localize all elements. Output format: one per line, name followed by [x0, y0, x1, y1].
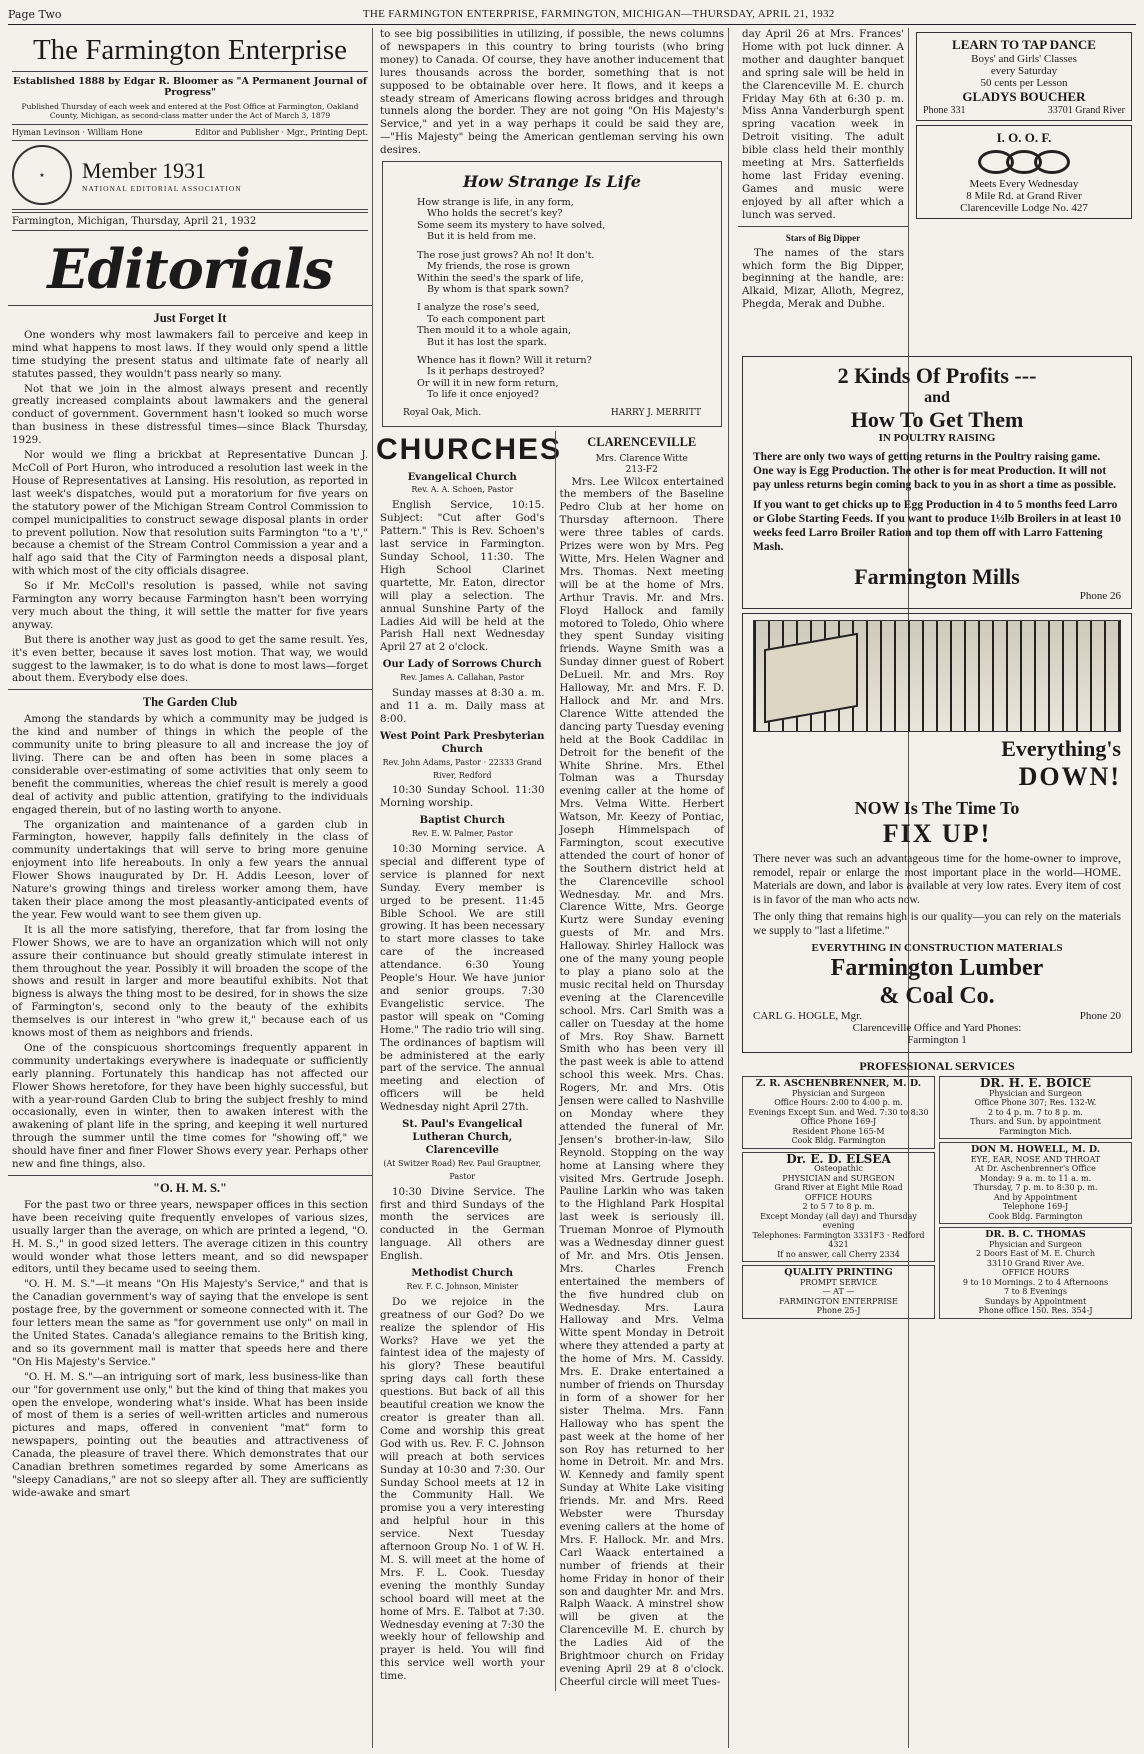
ad-line: 50 cents per Lesson [980, 77, 1068, 89]
member-badge [82, 158, 242, 193]
card-line: Cook Bldg. Farmington [988, 1211, 1083, 1221]
ad-firm: Farmington Mills [854, 564, 1020, 589]
tap-dance-ad [916, 32, 1132, 121]
paragraph: So if Mr. McColl's resolution is passed, while not saving Farmington any worry because Farmington hasn't been worrying very much about the thing, it will settle the matter for five years anyway. [12, 580, 368, 631]
verse-line: I analyze the rose's seed, [417, 302, 540, 314]
paragraph: Among the standards by which a community may be judged is the kind and number of things in which the people of the community unite to bring pleasure to all and increase the joy of living. There can be and often has been in some places a considerable over-estimating of some activities that only seem to benefit the communities, whereas the chief result is merely a good deal of activity and public attention, gratifying to the individuals engaged therein, but of no lasting worth to anyone. [12, 713, 368, 816]
wide-ads [738, 352, 1136, 1322]
professional-card [939, 1142, 1132, 1224]
clarenceville-news [560, 476, 725, 1689]
ad-body: There are only two ways of getting returns in the Poultry raising game. One way is Egg Production. The other is for meat Production. It will not pay unless returns begin coming back to you in as short a time as possible. [753, 451, 1117, 491]
card-line: Physician and Surgeon [988, 1088, 1083, 1098]
card-line: Telephone 169-J [1002, 1202, 1069, 1211]
poem-place: Royal Oak, Mich. [403, 407, 482, 418]
church-notice: Do we rejoice in the greatness of our God? Do we realize the splendor of His Works? Have we yet the faintest idea of the majesty of his glory? These beautiful spring days call forth these questions. But back of all this beautiful creation we know the creator is greater than all. Come and worship this great God with us. Rev. F. C. Johnson will preach at both services Sunday at 10:30 and 7:30. Our Sunday School meets at 12 in the Community Hall. We promise you a very interesting and helpful hour in this service. Next Tuesday afternoon Group No. 1 of W. H. M. S. will meet at the home of Mrs. F. L. Cook. Tuesday evening the monthly Sunday school board will meet at the home of Mrs. E. Talbot at 7:30. Wednesday evening at 7:30 the weekly hour of fellowship and prayer is held. You will find this service well worth your time. [380, 1295, 545, 1683]
card-line: Physician and Surgeon [791, 1088, 886, 1098]
church-name: Our Lady of Sorrows Church [382, 659, 542, 671]
card-line: Office Phone 307; Res. 132-W. [974, 1098, 1097, 1107]
column-2 [376, 28, 729, 1748]
church-pastor: Rev. A. A. Schoen, Pastor [411, 485, 514, 495]
ad-contact [923, 105, 1125, 116]
paragraph: to see big possibilities in utilizing, if possible, the news columns of newspapers in this country to bring tourists (who bring money) to Canada. Of course, they have another inducement that lures thousands across the border, something that is not supposed to be obtainable over here. It flows, and it keeps a steady stream of Americans flowing across bridges and through tunnels along the border. They are not going "On His Majesty's Service," and yet in a way perhaps it could be said they are,—"His Majesty" being the American gentleman serving his own desires. [380, 28, 724, 157]
editorial-title: "O. H. M. S." [153, 1181, 227, 1195]
church-name: Methodist Church [411, 1268, 514, 1280]
church-notice: 10:30 Divine Service. The first and third Sundays of the month the services are conducted in the German language. All others are English. [380, 1185, 545, 1263]
running-title: THE FARMINGTON ENTERPRISE, FARMINGTON, MICHIGAN—THURSDAY, APRIL 21, 1932 [362, 8, 835, 20]
card-line: Evenings Except Sun. and Wed. 7:30 to 8:30 [748, 1107, 929, 1117]
card-line: Monday: 9 a. m. to 11 a. m. [979, 1173, 1092, 1183]
card-line: PROMPT SERVICE [799, 1277, 878, 1287]
verse-line: Some seem its mystery to have solved, [417, 219, 606, 231]
ad-manager: CARL G. HOGLE, Mgr. [753, 1010, 862, 1022]
card-line: And by Appointment [993, 1192, 1078, 1202]
card-line: Cook Bldg. Farmington [791, 1136, 886, 1145]
card-name: DON M. HOWELL, M. D. [970, 1144, 1101, 1155]
professional-services-title: PROFESSIONAL SERVICES [859, 1059, 1015, 1073]
verse-line: But it has lost the spark. [427, 336, 547, 348]
stanza [417, 197, 713, 243]
clarenceville-byline: Mrs. Clarence Witte [595, 453, 688, 464]
card-line: PHYSICIAN and SURGEON [782, 1173, 895, 1183]
poem-credit [391, 408, 713, 418]
church-notice: English Service, 10:15. Subject: "Cut after God's Pattern." This is Rev. Schoen's last service in Farmington. Sunday School, 11:30. The High School Clarinet quartette, Mr. Eaton, director will play a selection. The annual Sunshine Party of the Ladies Aid will be held at the Parish Hall next Wednesday April 27 at 2 o'clock. [380, 499, 545, 654]
card-line: Office Phone 169-J [800, 1117, 877, 1126]
clarenceville-phone: 213-F2 [625, 464, 658, 475]
poem-title: How Strange Is Life [463, 172, 641, 192]
card-line: 7 to 8 Evenings [1003, 1287, 1068, 1296]
ad-line: every Saturday [990, 65, 1058, 77]
ad-headline: How To Get Them [850, 407, 1024, 432]
card-line: Grand River at Eight Mile Road [774, 1183, 903, 1192]
ad-headline: DOWN! [1018, 762, 1121, 791]
ad-body: If you want to get chicks up to Egg Production in 4 to 5 months feed Larro or Globe Starting Feeds. If you want to produce 1½lb Broilers in at least 10 weeks feed Larro Broiler Ration and top them off with Larro Fattening Mash. [753, 499, 1121, 553]
verse-line: To life it once enjoyed? [427, 389, 539, 401]
church-pastor: Rev. F. C. Johnson, Minister [406, 1281, 519, 1291]
paragraph: The organization and maintenance of a garden club in Farmington, however, happily falls definitely in the class of community undertakings that will serve to bring more genuine enjoyment into life hereabouts. In only a few years the annual Flower Shows inaugurated by Dr. H. Addis Leeson, lover of Nature's growing things and tireless worker among them, have taken their place among the most pleasantly-anticipated events of the year. Few would want to see them given up. [12, 818, 368, 921]
paragraph: "O. H. M. S."—an intriguing sort of mark, less business-like than our "for government use only," but the kind of thing that makes you open the envelope, wondering what's inside. What has been inside of most of them is a series of well-written articles and numerous pictures and maps, offered in convenient "mat" form to newspapers, pointing out the beauties and attractiveness of Canada, the pleasure of travel there. Which demonstrates that our Canadian brethren sometimes regarded by some Americans as "sleepy Canadians," are not so sleepy after all. They are sufficiently wide-awake and smart [12, 1370, 368, 1499]
ad-subhead: IN POULTRY RAISING [878, 432, 996, 444]
churches-banner: CHURCHES [376, 432, 563, 466]
professional-card [939, 1076, 1132, 1139]
paper-name: The Farmington Enterprise [12, 28, 368, 72]
card-name: DR. B. C. THOMAS [985, 1229, 1086, 1240]
card-line: EYE, EAR, NOSE AND THROAT [970, 1154, 1101, 1164]
ad-name: GLADYS BOUCHER [962, 89, 1086, 104]
card-line: Thurs. and Sun. by appointment [970, 1117, 1101, 1126]
verse-line: The rose just grows? Ah no! It don't. [417, 249, 595, 261]
editorials-banner: Editorials [47, 237, 333, 301]
lumber-ad [742, 613, 1132, 1053]
dipper-text [742, 247, 904, 312]
verse-line: By whom is that spark sown? [427, 283, 569, 295]
ad-office: Clarenceville Office and Yard Phones: [852, 1022, 1022, 1034]
card-line: 33110 Grand River Ave. [986, 1258, 1085, 1268]
ad-body: There never was such an advantageous time for the home-owner to improve, remodel, repair or enlarge the most important place in the world—HOME. Materials are down, and labor is available at very low rates. Every item of cost is in favor of the man who acts now. [753, 853, 1121, 906]
dipper-title: Stars of Big Dipper [785, 232, 861, 243]
three-links-icon [923, 150, 1125, 174]
verse-line: But it is held from me. [427, 231, 537, 243]
church-name: West Point Park Presbyterian Church [380, 730, 545, 755]
card-line: Resident Phone 165-M [792, 1126, 885, 1136]
clarenceville-section [555, 431, 729, 1691]
card-line: Physician and Surgeon [988, 1239, 1083, 1249]
card-line: Telephones: Farmington 3331F3 · Redford 4321 [752, 1230, 925, 1249]
paragraph: The names of the stars which form the Big Dipper, beginning at the handle, are: Alkaid, Mizar, Alioth, Megrez, Phegda, Merak and Dubhe. [742, 246, 904, 311]
ad-subhead: NOW Is The Time To [854, 798, 1020, 818]
church-listings [380, 472, 545, 1683]
paragraph: Mrs. Lee Wilcox entertained the members of the Baseline Pedro Club at her home on Thursday afternoon. There were three tables of cards. Prizes were won by Mrs. Peg Witte, Mrs. Helen Wagner and Mrs. Thomas. Next meeting will be at the home of Mrs. Arthur Travis. Mr. and Mrs. Floyd Hallock and family motored to Toledo, Ohio where they spent Sunday visiting friends. Wayne Smith was a Sunday dinner guest of Robert DeLueil. Mr. and Mrs. Roy Halloway, Mr. and Mrs. F. D. Hallock and Mr. and Mrs. Clarence Witte attended the dancing party Tuesday evening held at the Book Caddilac in Detroit for the benefit of the White Shrine. Mrs. Ethel Tolman was a Thursday evening caller at the home of Mrs. Velma Witte. Herbert Watson, Mr. Keezy of Pontiac, Joseph Himmelspach of Farmington, scout executive attended the court of honor of the Southern district held at the Clarenceville school Wednesday. Mr. and Mrs. Clarence Witte, Mrs. George Kurtz were Sunday evening guests of Mr. and Mrs. Halloway. Shirley Hallock was one of the many young people to play a piano solo at the music recital held on Thursday evening at the Clarenceville school. Mrs. Carl Smith was a caller on Tuesday at the home of Mrs. Roy Shaw. Barnett Smith who has been very ill the past week is able to attend school this week. Mrs. Chas. Rogers, Mr. and Mrs. Otis Jensen were called to Nashville on Monday where they attended the funeral of Mr. Jensen's brother-in-law, Silo Reynold. Stopping on the way home at Lansing where they visited Mrs. Gertrude Joseph. Pauline Larkin who was taken to the Highland Park Hospital last week is seriously ill. Trueman Monroe of Plymouth was a Wednesday dinner guest of Mr. and Mrs. Otis Jensen. Mrs. Charles French entertained the members of the five hundred club on Wednesday. Mrs. Laura Halloway and Mrs. Velma Witte spent Monday in Detroit where they attended a party at the home of Mrs. M. Cassidy. Mrs. E. Drake entertained a number of friends on Thursday in form of a shower for her sister Thelma. Mrs. Fann Halloway who has spent the past week at the home of her son Roy has returned to her home in Detroit. Mr. and Mrs. W. Kennedy and family spent Sunday at White Lake visiting friends. Mr. and Mrs. Reed Webster were Thursday evening callers at the home of Mrs. F. Hallock. Mr. and Mrs. Carl Waack entertained a number of friends at their home Friday in honor of their son and daughter Mr. and Mrs. Ralph Waack. A minstrel show will be given at the Clarenceville M. E. church by the Ladies Aid of the Brightmoor church on Friday evening April 29 at 8 o'clock. Cheerful circle will meet Tues- [559, 475, 724, 1688]
verse-line: How strange is life, in any form, [417, 197, 574, 209]
professional-card [742, 1265, 935, 1319]
michigan-press-seal-icon: ★ [12, 145, 72, 205]
paragraph: Nor would we fling a brickbat at Representative Duncan J. McColl of Port Huron, who introduced a resolution last week in the House of Representatives at Lansing. His resolution, as reported in last week's dispatches, would put a moratorium for five years on the statutory power of the Michigan Stream Control Commission to compel municipalities to construct sewage disposal plants in order to prevent pollution. Now that resolution suits Farmington "to a 't'," because a chemist of the Stream Control Commission a year and a half ago said that the City of Farmington needs a disposal plant, with which most of the city officials disagree. [12, 449, 368, 578]
established-line: Established 1888 by Edgar R. Bloomer as "A Permanent Journal of Progress" [13, 76, 367, 98]
professional-card [742, 1152, 935, 1263]
editorial-title: Just Forget It [153, 311, 227, 325]
editorial-continuation [380, 28, 724, 157]
stanza [417, 250, 713, 296]
ad-body: The only thing that remains high is our quality—you can rely on the materials we supply to "last a lifetime." [753, 911, 1121, 937]
card-line: If no answer, call Cherry 2334 [777, 1249, 900, 1259]
church-pastor: (At Switzer Road) Rev. Paul Grauptner, Pastor [383, 1158, 542, 1181]
card-line: Farmington Mich. [999, 1126, 1072, 1136]
church-notice: 10:30 Sunday School. 11:30 Morning worship. [380, 784, 545, 810]
verse-line: Is it perhaps destroyed? [427, 366, 545, 378]
ad-line: Meets Every Wednesday [969, 178, 1079, 190]
masthead [12, 28, 368, 210]
card-line: 2 to 4 p. m. 7 to 8 p. m. [988, 1107, 1083, 1117]
poem-body [391, 197, 713, 401]
editorial-title: The Garden Club [142, 695, 238, 710]
churches-and-clarenceville [376, 431, 728, 1691]
stanza [417, 302, 713, 348]
paragraph: But there is another way just as good to get the same result. Yes, it's even better, because it saves lost motion. That way, we would suggest to the lawmaker, is to do what is done to most laws—forget about them. Everybody else does. [12, 633, 368, 685]
paragraph: For the past two or three years, newspaper offices in this section have been receiving quite frequently envelopes of various sizes, usually larger than the average, on which are printed a legend, "O. H. M. S.," in good sized letters. The average citizen in this country would wonder what those letters meant, and so did newspaper editors, until they became used to seeing them. [12, 1198, 368, 1276]
ad-line: Boys' and Girls' Classes [971, 53, 1077, 65]
ad-headline: 2 Kinds Of Profits --- [837, 363, 1037, 388]
card-line: Osteopathic [814, 1164, 863, 1173]
card-name: QUALITY PRINTING [784, 1267, 893, 1278]
paragraph: "O. H. M. S."—it means "On His Majesty's Service," and that is the Canadian government's way of saying that the envelope is sent postage free, by the government or someone connected with it. The four letters mean the same as "for government use only" on mail in the United States. Canada's allegiance remains to the British king, and so its government mail is matter that speeds here and there "On His Majesty's Service." [12, 1278, 368, 1368]
verse-line: My friends, the rose is grown [427, 261, 571, 273]
verse-line: Then mould it to a whole again, [417, 325, 572, 337]
carpenter-illustration-icon [753, 620, 1121, 732]
column-1 [8, 28, 373, 1748]
professional-card [742, 1076, 935, 1149]
staff-names: Hyman Levinson · William Hone [12, 128, 143, 137]
ad-headline: Everything's [1001, 736, 1121, 761]
professional-cards [742, 1076, 1132, 1322]
staff-line [12, 124, 368, 140]
verse-line: To each component part [427, 313, 545, 325]
card-name: Dr. E. D. ELSEA [786, 1151, 891, 1166]
editorial-1 [12, 312, 368, 685]
ad-caps: EVERYTHING IN CONSTRUCTION MATERIALS [811, 942, 1063, 954]
church-notice: 10:30 Morning service. A special and different type of service is planned for next Sunday. Every member is urged to be present. 11:45 Bible School. We are still growing. It has been necessary to start more classes to take care of the increased attendance. 6:30 Young People's Hour. We have junior and senior groups. 7:30 Evangelistic service. The pastor will speak on "Coming Home." The radio trio will sing. The ordinances of baptism will be administered at the early part of the service. The annual meeting and election of officers will be held Wednesday night April 27th. [380, 843, 545, 1114]
ad-manager-row [753, 1010, 1121, 1022]
paragraph: It is all the more satisfying, therefore, that far from losing the Flower Shows, we are to have an organization which will not only assure their continuance but should greatly stimulate interest in them throughout the year. Possibly it will broaden the scope of the shows and result in larger and more beautiful exhibits. Not that bigness is always the thing most to be desired, for in shows the size of Farmington's, second only to the beauty of the exhibits themselves is our interest in "who grew it," because each of us knows most of them as neighbors and friends. [12, 923, 368, 1040]
card-line: At Dr. Aschenbrenner's Office [975, 1164, 1096, 1173]
paragraph: One of the conspicuous shortcomings frequently apparent in community undertakings everywhere is inadequate or sufficiently early planning. Fortunately this handicap has not affected our Flower Shows heretofore, for they have been highly successful, but with a year-round Garden Club to bring the subject freshly to mind occasionally, even in winter, then to awaken interest with the awakening of plant life in the spring, and keeping it well nurtured through the summer until the time comes for "showing off," we should have finer and finer Flower Shows every year. Perhaps other new and fine things, also. [12, 1041, 368, 1171]
staff-titles: Editor and Publisher · Mgr., Printing Dept. [194, 128, 368, 137]
ioof-ad [916, 125, 1132, 219]
clarenceville-continuation [742, 28, 904, 222]
church-name: Baptist Church [419, 815, 505, 827]
card-line: 9 to 10 Mornings. 2 to 4 Afternoons [962, 1277, 1109, 1287]
card-line: Phone 25-J [816, 1306, 861, 1315]
paragraph: Not that we join in the almost always present and recently greatly increased complaints about lawmakers and the general conduct of government. Government hasn't looked so much worse than business in these distressful times—since Black Thursday, 1929. [12, 382, 368, 447]
card-line: Sundays by Appointment [984, 1296, 1087, 1306]
card-line: OFFICE HOURS [1001, 1268, 1070, 1277]
cards-left [742, 1076, 935, 1322]
card-line: FARMINGTON ENTERPRISE [779, 1296, 898, 1306]
publication-notice: Published Thursday of each week and entered at the Post Office at Farmington, Oakland County, Michigan, as second-class matter under the Act of March 3, 1879 [21, 102, 359, 120]
dateline: Farmington, Michigan, Thursday, April 21, 1932 [12, 212, 368, 231]
association-name: NATIONAL EDITORIAL ASSOCIATION [82, 183, 242, 193]
church-notice: Sunday masses at 8:30 a. m. and 11 a. m. Daily mass at 8:00. [380, 687, 545, 725]
ad-phone: Phone 26 [1079, 590, 1121, 602]
ad-address: 33701 Grand River [1047, 105, 1125, 116]
card-line: Except Monday (all day) and Thursday evening [760, 1211, 917, 1230]
ad-firm: Farmington Lumber [830, 955, 1044, 981]
editorial-2 [12, 696, 368, 1171]
running-header [8, 4, 1136, 25]
ad-headline: FIX UP! [882, 819, 992, 848]
churches-section [376, 431, 563, 1691]
member-year: Member 1931 [82, 157, 207, 183]
ad-phone: Phone 331 [923, 105, 966, 116]
ad-firm: & Coal Co. [879, 983, 995, 1009]
verse-line: Who holds the secret's key? [427, 208, 563, 220]
ad-headline: I. O. O. F. [996, 130, 1052, 145]
ad-line: Clarenceville Lodge No. 427 [960, 202, 1088, 214]
member-seal-row [12, 140, 368, 209]
ad-phone: Phone 20 [1079, 1010, 1121, 1022]
card-line: 2 Doors East of M. E. Church [975, 1249, 1096, 1258]
stanza [417, 355, 713, 401]
church-name: Evangelical Church [407, 471, 517, 483]
card-line: 2 to 5 7 to 8 p. m. [802, 1202, 875, 1211]
cards-right [939, 1076, 1132, 1322]
card-line: Phone office 150. Res. 354-J [978, 1306, 1093, 1315]
verse-line: Within the seed's the spark of life, [417, 272, 584, 284]
ad-office: Farmington 1 [907, 1034, 967, 1046]
church-pastor: Rev. E. W. Palmer, Pastor [411, 829, 513, 839]
verse-line: Whence has it flown? Will it return? [417, 354, 592, 366]
church-name: St. Paul's Evangelical Lutheran Church, Clarenceville [402, 1119, 523, 1156]
paragraph: One wonders why most lawmakers fail to perceive and keep in mind what happens to most laws. If they would only spend a little time studying the present status and ultimate fate of nearly all statutes passed, they wouldn't pass nearly so many. [12, 328, 368, 380]
ad-line: 8 Mile Rd. at Grand River [966, 190, 1082, 202]
page-number: Page Two [8, 7, 62, 21]
card-line: Office Hours: 2:00 to 4:00 p. m. [774, 1098, 903, 1107]
card-name: Z. R. ASCHENBRENNER, M. D. [755, 1078, 922, 1089]
poem-author: HARRY J. MERRITT [610, 407, 701, 418]
card-line: — AT — [822, 1287, 855, 1296]
paragraph: day April 26 at Mrs. Frances' Home with pot luck dinner. A mother and daughter banquet and spring sale will be held in the Clarenceville M. E. church Friday May 6th at 6:30 p. m. Miss Anna Vanderburgh spent spring vacation week in Detroit visiting. The adult bible class held their monthly meeting at Mrs. Satterfields home last Friday evening. Games and music were enjoyed by all after which a lunch was served. [742, 28, 904, 221]
ad-headline: LEARN TO TAP DANCE [952, 37, 1096, 52]
professional-card [939, 1227, 1132, 1319]
editorial-3 [12, 1182, 368, 1500]
clarenceville-title: CLARENCEVILLE [587, 434, 697, 449]
card-line: Thursday, 7 p. m. to 8:30 p. m. [973, 1183, 1098, 1192]
card-line: OFFICE HOURS [804, 1192, 873, 1202]
poem-box [382, 161, 722, 427]
ad-subhead: and [924, 389, 950, 406]
poultry-profits-ad [742, 356, 1132, 609]
church-pastor: Rev. John Adams, Pastor · 22333 Grand River, Redford [382, 757, 542, 780]
church-pastor: Rev. James A. Callahan, Pastor [400, 673, 525, 683]
card-name: DR. H. E. BOICE [979, 1076, 1092, 1090]
verse-line: Or will it in new form return, [417, 377, 559, 389]
